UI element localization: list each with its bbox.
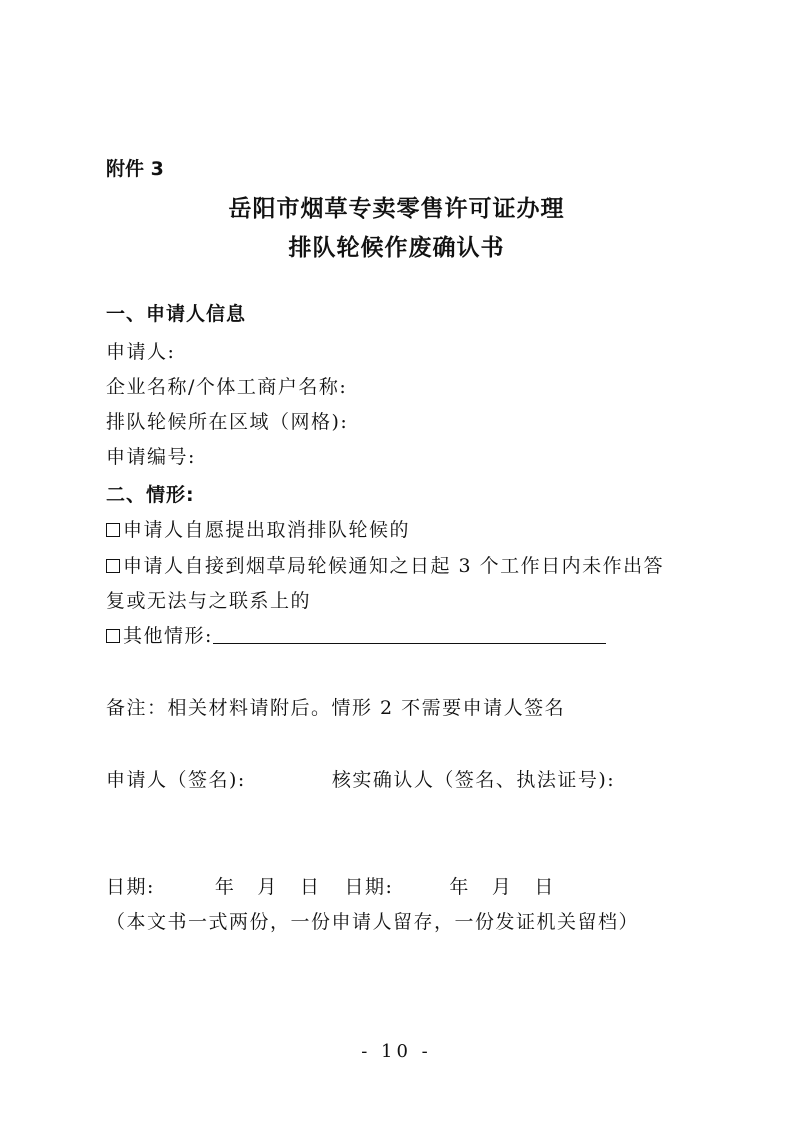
signature-row xyxy=(106,765,615,792)
footer-note: （本文书一式两份，一份申请人留存，一份发证机关留档） xyxy=(106,911,640,933)
date1-year: 年 xyxy=(214,876,236,898)
applicant-field-label: 申请人: xyxy=(106,341,176,363)
document-title-line2: 排队轮候作废确认书 xyxy=(288,234,505,261)
option3-text: 其他情形: xyxy=(123,625,213,647)
option3-checkbox[interactable] xyxy=(106,629,120,643)
section2-heading: 二、情形: xyxy=(106,484,195,506)
option3-row xyxy=(106,621,606,648)
other-situation-blank-line[interactable] xyxy=(213,625,606,644)
option1-row xyxy=(106,515,410,542)
page-number: - 10 - xyxy=(361,1041,432,1062)
document-title-line1: 岳阳市烟草专卖零售许可证办理 xyxy=(228,195,565,222)
option1-text: 申请人自愿提出取消排队轮候的 xyxy=(123,519,411,541)
attachment-label: 附件 3 xyxy=(106,158,164,180)
option2-text-line2: 复或无法与之联系上的 xyxy=(106,590,312,612)
company-field-label: 企业名称/个体工商户名称: xyxy=(106,376,348,398)
area-field-label: 排队轮候所在区域（网格): xyxy=(106,411,349,433)
option2-checkbox[interactable] xyxy=(106,559,120,573)
date1-month: 月 xyxy=(257,876,278,898)
date1-label: 日期: xyxy=(106,876,155,898)
applicant-signature-label: 申请人（签名): xyxy=(106,769,246,791)
option1-checkbox[interactable] xyxy=(106,523,120,537)
section1-heading: 一、申请人信息 xyxy=(106,303,247,325)
date2-month: 月 xyxy=(491,876,513,898)
date-row xyxy=(106,872,555,899)
option2-row xyxy=(106,551,664,578)
option2-text-line1: 申请人自接到烟草局轮候通知之日起 3 个工作日内未作出答 xyxy=(123,555,665,577)
date2-year: 年 xyxy=(449,876,470,898)
date2-day: 日 xyxy=(534,876,555,898)
remarks-note: 备注：相关材料请附后。情形 2 不需要申请人签名 xyxy=(106,697,566,719)
application-number-label: 申请编号: xyxy=(106,446,196,468)
date2-label: 日期: xyxy=(344,876,394,898)
verifier-signature-label: 核实确认人（签名、执法证号): xyxy=(331,769,616,791)
date1-day: 日 xyxy=(299,876,321,898)
